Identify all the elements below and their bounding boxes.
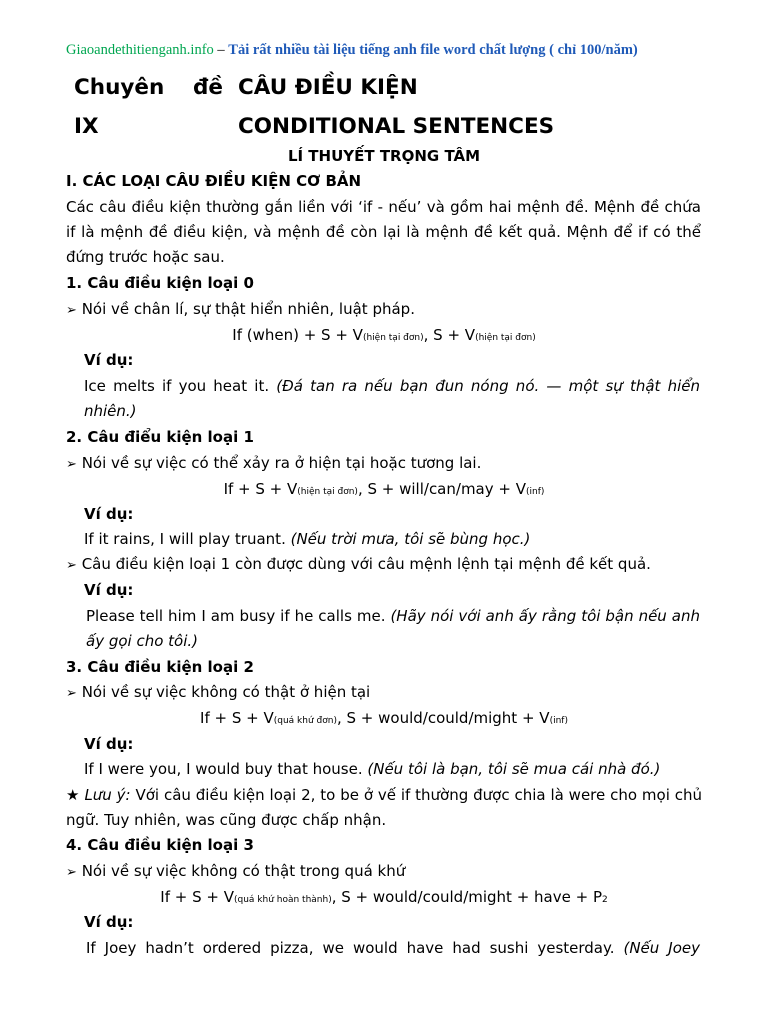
type1-formula-sub2: (inf) bbox=[526, 487, 545, 497]
chapter-title-vi: CÂU ĐIỀU KIỆN bbox=[238, 75, 418, 100]
type1-example-vi: (Nếu trời mưa, tôi sẽ bùng học.) bbox=[290, 530, 531, 548]
type0-formula-main: , S + V bbox=[423, 326, 476, 344]
type3-bullet bbox=[66, 862, 405, 880]
type0-bullet bbox=[66, 300, 415, 318]
type1-example-2-line-2: ấy gọi cho tôi.) bbox=[86, 632, 199, 650]
type0-bullet-text: Nói về chân lí, sự thật hiển nhiên, luật pháp. bbox=[81, 300, 415, 318]
type2-bullet bbox=[66, 683, 370, 701]
type1-formula bbox=[0, 480, 768, 498]
arrow-bullet-icon: ➢ bbox=[66, 686, 77, 701]
type0-example-line-2: nhiên.) bbox=[84, 402, 137, 420]
type0-formula-sub2: (hiện tại đơn) bbox=[475, 333, 536, 343]
type1-bullet-text: Nói về sự việc có thể xảy ra ở hiện tại hoặc tương lai. bbox=[81, 454, 482, 472]
type2-bullet-text: Nói về sự việc không có thật ở hiện tại bbox=[81, 683, 371, 701]
type3-formula-sub2: 2 bbox=[602, 895, 608, 905]
type0-example-line-1 bbox=[84, 377, 700, 395]
type2-formula-sub2: (inf) bbox=[549, 716, 568, 726]
type1-bullet bbox=[66, 454, 481, 472]
type2-formula bbox=[0, 709, 768, 727]
type3-example-label: Ví dụ: bbox=[84, 913, 134, 931]
page-header bbox=[66, 42, 638, 59]
intro-line-3: đứng trước hoặc sau. bbox=[66, 248, 225, 266]
header-dash: – bbox=[213, 42, 229, 58]
type2-heading: 3. Câu điều kiện loại 2 bbox=[66, 658, 254, 676]
type0-example-vi: (Đá tan ra nếu bạn đun nóng nó. — một sự thật hiển bbox=[276, 377, 700, 395]
arrow-bullet-icon: ➢ bbox=[66, 457, 77, 472]
type2-formula-sub1: (quá khứ đơn) bbox=[273, 716, 337, 726]
type0-formula-if: If (when) + S + V bbox=[232, 326, 363, 344]
type1-example-2-label: Ví dụ: bbox=[84, 581, 134, 599]
type1-example-2-vi: (Hãy nói với anh ấy rằng tôi bận nếu anh bbox=[390, 607, 700, 625]
chapter-label-de: đề bbox=[193, 75, 223, 100]
type0-formula-sub1: (hiện tại đơn) bbox=[362, 333, 424, 343]
type3-bullet-text: Nói về sự việc không có thật trong quá khứ bbox=[81, 862, 406, 880]
type1-formula-if: If + S + V bbox=[223, 480, 298, 498]
type2-example bbox=[84, 760, 660, 778]
type1-bullet-2-text: Câu điều kiện loại 1 còn được dùng với câu mệnh lệnh tại mệnh đề kết quả. bbox=[81, 555, 651, 573]
type3-formula bbox=[0, 888, 768, 906]
type2-formula-main: , S + would/could/might + V bbox=[336, 709, 550, 727]
type0-heading: 1. Câu điều kiện loại 0 bbox=[66, 274, 254, 292]
type1-formula-main: , S + will/can/may + V bbox=[357, 480, 526, 498]
type1-example-en: If it rains, I will play truant. bbox=[84, 530, 291, 548]
type1-formula-sub1: (hiện tại đơn) bbox=[297, 487, 358, 497]
type2-example-en: If I were you, I would buy that house. bbox=[84, 760, 368, 778]
type1-example-2-en: Please tell him I am busy if he calls me. bbox=[86, 607, 391, 625]
type1-bullet-2 bbox=[66, 555, 651, 573]
arrow-bullet-icon: ➢ bbox=[66, 865, 77, 880]
intro-line-1: Các câu điều kiện thường gắn liền với ‘if - nếu’ và gồm hai mệnh đề. Mệnh đề chứa bbox=[66, 198, 701, 216]
arrow-bullet-icon: ➢ bbox=[66, 558, 77, 573]
type2-note-line-2: ngữ. Tuy nhiên, was cũng được chấp nhận. bbox=[66, 811, 387, 829]
type3-formula-sub1: (quá khứ hoàn thành) bbox=[233, 895, 332, 905]
type1-example-label: Ví dụ: bbox=[84, 505, 134, 523]
type3-example-vi: (Nếu Joey bbox=[623, 939, 700, 957]
type2-note-text: Với câu điều kiện loại 2, to be ở vế if thường được chia là were cho mọi chủ bbox=[130, 786, 702, 804]
section-heading: I. CÁC LOẠI CÂU ĐIỀU KIỆN CƠ BẢN bbox=[66, 172, 362, 190]
type1-heading: 2. Câu điểu kiện loại 1 bbox=[66, 428, 254, 446]
chapter-title-en: CONDITIONAL SENTENCES bbox=[238, 114, 555, 139]
type3-formula-if: If + S + V bbox=[160, 888, 234, 906]
type3-formula-main: , S + would/could/might + have + P bbox=[331, 888, 602, 906]
header-promo-text: Tải rất nhiều tài liệu tiếng anh file word chất lượng ( chỉ 100/năm) bbox=[228, 42, 638, 58]
type2-note-label: Lưu ý: bbox=[84, 786, 131, 804]
type2-example-vi: (Nếu tôi là bạn, tôi sẽ mua cái nhà đó.) bbox=[367, 760, 661, 778]
intro-line-2: if là mệnh đề điều kiện, và mệnh đề còn lại là mệnh đề kết quả. Mệnh để if có thể bbox=[66, 223, 701, 241]
type3-heading: 4. Câu điều kiện loại 3 bbox=[66, 836, 254, 854]
type0-example-label: Ví dụ: bbox=[84, 351, 134, 369]
type2-example-label: Ví dụ: bbox=[84, 735, 134, 753]
type0-example-en: Ice melts if you heat it. bbox=[84, 377, 277, 395]
type2-formula-if: If + S + V bbox=[200, 709, 274, 727]
type3-example-en: If Joey hadn’t ordered pizza, we would have had sushi yesterday. bbox=[86, 939, 624, 957]
chapter-label-chuyen: Chuyên bbox=[74, 75, 165, 100]
chapter-number: IX bbox=[74, 114, 99, 139]
arrow-bullet-icon: ➢ bbox=[66, 303, 77, 318]
type2-note-line-1 bbox=[66, 786, 702, 804]
subtitle: LÍ THUYẾT TRỌNG TÂM bbox=[287, 147, 481, 165]
star-icon: ★ bbox=[66, 786, 80, 804]
type1-example bbox=[84, 530, 530, 548]
header-site-link[interactable]: Giaoandethitienganh.info bbox=[66, 42, 214, 58]
type1-example-2-line-1 bbox=[86, 607, 700, 625]
type3-example-line-1 bbox=[86, 939, 700, 957]
type0-formula bbox=[0, 326, 768, 344]
